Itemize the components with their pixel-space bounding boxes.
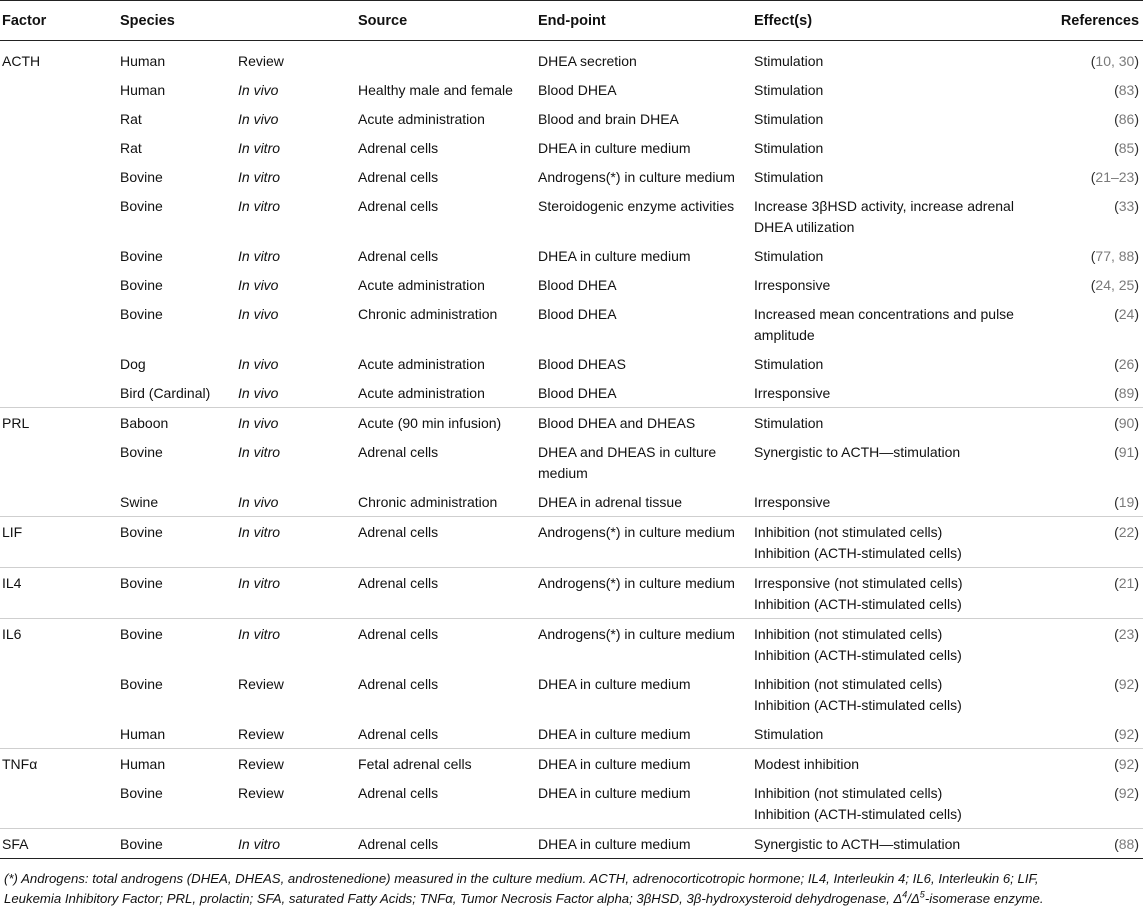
- table-row: [0, 719, 1143, 749]
- cell-species: Human: [120, 53, 166, 69]
- cell-species: Bovine: [120, 517, 238, 568]
- cell-effects: [754, 778, 1044, 829]
- ref-close-paren: ): [1134, 444, 1140, 460]
- ref-open-paren: (: [1114, 626, 1119, 642]
- cell-study-type: Review: [238, 53, 284, 69]
- cell-references: [1044, 778, 1143, 829]
- cell-references: [1044, 191, 1143, 241]
- cell-species: Bovine: [120, 277, 163, 293]
- reference-link[interactable]: 90: [1118, 415, 1135, 431]
- cell-references: [1044, 41, 1143, 76]
- ref-open-paren: (: [1090, 169, 1096, 185]
- ref-open-paren: (: [1114, 82, 1119, 98]
- cell-references: [1044, 669, 1143, 719]
- cell-study-type: In vitro: [238, 568, 358, 619]
- effects-line: Inhibition (ACTH-stimulated cells): [754, 647, 962, 663]
- cell-references: [1044, 749, 1143, 779]
- cell-source: Adrenal cells: [358, 248, 439, 264]
- cell-endpoint: Blood DHEAS: [538, 356, 626, 372]
- cell-study-type: In vivo: [238, 494, 279, 510]
- footnote-sup-2: 5: [919, 889, 925, 900]
- cell-effects: Stimulation: [754, 726, 824, 742]
- cell-references: [1044, 408, 1143, 438]
- cell-references: [1044, 829, 1143, 859]
- cell-endpoint: Blood DHEA: [538, 82, 617, 98]
- effects-line: Inhibition (ACTH-stimulated cells): [754, 697, 962, 713]
- cell-species: Bovine: [120, 248, 163, 264]
- cell-effects: Irresponsive: [754, 277, 831, 293]
- cell-species: Swine: [120, 494, 159, 510]
- cell-effects: Stimulation: [754, 248, 824, 264]
- reference-link[interactable]: 92: [1118, 785, 1135, 801]
- header-factor: Factor: [0, 1, 120, 41]
- ref-open-paren: (: [1090, 277, 1096, 293]
- ref-open-paren: (: [1114, 111, 1119, 127]
- cell-species: Bovine: [120, 568, 238, 619]
- table-row: [0, 487, 1143, 517]
- cell-factor: PRL: [0, 408, 120, 438]
- ref-open-paren: (: [1114, 306, 1119, 322]
- effects-line: Inhibition (ACTH-stimulated cells): [754, 806, 962, 822]
- ref-close-paren: ): [1134, 494, 1140, 510]
- ref-close-paren: ): [1134, 524, 1140, 540]
- footnote-line-1: (*) Androgens: total androgens (DHEA, DHEAS, androstenedione) measured in the culture medium. ACTH, adrenocorticotropic hormone; IL4, Interleukin 4; IL6, Interleukin 6; LIF,: [4, 871, 1039, 886]
- cell-source: Adrenal cells: [358, 568, 538, 619]
- cell-source: Acute administration: [358, 385, 485, 401]
- reference-link[interactable]: 83: [1118, 82, 1135, 98]
- cell-study-type: Review: [238, 676, 284, 692]
- cell-species: Bird (Cardinal): [120, 385, 211, 401]
- cell-source: Acute administration: [358, 111, 485, 127]
- ref-close-paren: ): [1134, 385, 1140, 401]
- table-row: [0, 378, 1143, 408]
- cell-species: Rat: [120, 140, 142, 156]
- cell-references: [1044, 487, 1143, 517]
- cell-source: Adrenal cells: [358, 676, 439, 692]
- cell-endpoint: DHEA in culture medium: [538, 785, 691, 801]
- cell-source: Healthy male and female: [358, 82, 513, 98]
- effects-line: Inhibition (not stimulated cells): [754, 785, 943, 801]
- header-row: [0, 1, 1143, 41]
- table-row: [0, 829, 1143, 859]
- cell-effects: Synergistic to ACTH—stimulation: [754, 829, 1044, 859]
- ref-open-paren: (: [1114, 785, 1119, 801]
- ref-close-paren: ): [1134, 626, 1140, 642]
- cell-endpoint: Blood DHEA: [538, 306, 617, 322]
- cell-effects: Increased mean concentrations and pulse amplitude: [754, 306, 1014, 343]
- reference-link[interactable]: 92: [1118, 726, 1135, 742]
- cell-species: Human: [120, 749, 238, 779]
- cell-study-type: In vivo: [238, 408, 358, 438]
- cell-study-type: In vitro: [238, 198, 281, 214]
- cell-endpoint: Steroidogenic enzyme activities: [538, 198, 735, 214]
- reference-link[interactable]: 22: [1118, 524, 1135, 540]
- cell-effects: Stimulation: [754, 169, 824, 185]
- reference-link[interactable]: 91: [1118, 444, 1135, 460]
- effects-line: Inhibition (not stimulated cells): [754, 676, 943, 692]
- cell-references: [1044, 378, 1143, 408]
- reference-link[interactable]: 26: [1118, 356, 1135, 372]
- cell-factor: IL4: [0, 568, 120, 619]
- footnote-mid: /Δ: [907, 891, 920, 906]
- cell-factor: [0, 487, 120, 517]
- cell-endpoint: Androgens(*) in culture medium: [538, 517, 754, 568]
- cell-study-type: In vivo: [238, 82, 279, 98]
- header-references: References: [1044, 1, 1143, 41]
- cell-study-type: In vitro: [238, 169, 281, 185]
- cell-study-type: In vitro: [238, 140, 281, 156]
- ref-open-paren: (: [1114, 575, 1119, 591]
- header-endpoint: End-point: [538, 1, 754, 41]
- ref-close-paren: ): [1134, 836, 1140, 852]
- cell-factor: TNFα: [0, 749, 120, 779]
- cell-endpoint: Androgens(*) in culture medium: [538, 619, 754, 670]
- cell-source: Adrenal cells: [358, 169, 439, 185]
- ref-close-paren: ): [1134, 111, 1140, 127]
- table-body: [0, 41, 1143, 859]
- ref-open-paren: (: [1114, 676, 1119, 692]
- footnote-line-2-suffix: -isomerase enzyme.: [924, 891, 1044, 906]
- ref-close-paren: ): [1134, 676, 1140, 692]
- effects-line: Inhibition (not stimulated cells): [754, 626, 943, 642]
- cell-endpoint: Blood and brain DHEA: [538, 111, 679, 127]
- cell-study-type: Review: [238, 749, 358, 779]
- table-row: [0, 619, 1143, 670]
- cell-species: Bovine: [120, 198, 163, 214]
- cell-references: [1044, 437, 1143, 487]
- cell-source: [358, 41, 538, 76]
- cell-study-type: In vivo: [238, 277, 279, 293]
- cell-effects: Stimulation: [754, 111, 824, 127]
- ref-open-paren: (: [1114, 444, 1119, 460]
- ref-open-paren: (: [1090, 248, 1096, 264]
- table-row: [0, 749, 1143, 779]
- cell-factor: [0, 162, 120, 191]
- cell-references: [1044, 270, 1143, 299]
- cell-effects: Irresponsive: [754, 494, 831, 510]
- ref-open-paren: (: [1114, 140, 1119, 156]
- ref-close-paren: ): [1134, 756, 1140, 772]
- cell-study-type: In vivo: [238, 111, 279, 127]
- reference-link[interactable]: 21–23: [1095, 169, 1135, 185]
- cell-study-type: In vivo: [238, 385, 279, 401]
- cell-endpoint: DHEA and DHEAS in culture medium: [538, 444, 717, 481]
- ref-close-paren: ): [1134, 785, 1140, 801]
- ref-open-paren: (: [1114, 415, 1119, 431]
- ref-close-paren: ): [1134, 169, 1140, 185]
- cell-endpoint: Blood DHEA: [538, 277, 617, 293]
- cell-factor: [0, 75, 120, 104]
- cell-source: Adrenal cells: [358, 444, 439, 460]
- cell-source: Adrenal cells: [358, 829, 538, 859]
- reference-link[interactable]: 24, 25: [1095, 277, 1135, 293]
- table-row: [0, 408, 1143, 438]
- ref-open-paren: (: [1114, 356, 1119, 372]
- cell-factor: [0, 719, 120, 749]
- ref-open-paren: (: [1114, 726, 1119, 742]
- ref-close-paren: ): [1134, 198, 1140, 214]
- reference-link[interactable]: 85: [1118, 140, 1135, 156]
- cell-factor: ACTH: [2, 53, 41, 69]
- cell-source: Chronic administration: [358, 494, 498, 510]
- cell-factor: [0, 299, 120, 349]
- reference-link[interactable]: 19: [1118, 494, 1135, 510]
- reference-link[interactable]: 23: [1118, 626, 1135, 642]
- cell-study-type: In vivo: [238, 356, 279, 372]
- ref-close-paren: ): [1134, 277, 1140, 293]
- cell-source: Adrenal cells: [358, 517, 538, 568]
- cell-species: Rat: [120, 111, 142, 127]
- cell-study-type: In vitro: [238, 248, 281, 264]
- ref-open-paren: (: [1114, 756, 1119, 772]
- footnote-line-2-prefix: Leukemia Inhibitory Factor; PRL, prolactin; SFA, saturated Fatty Acids; TNFα, Tumor Necrosis Factor alpha; 3βHSD, 3β-hydroxysteroid dehydrogenase, Δ: [4, 891, 903, 906]
- cell-study-type: In vitro: [238, 444, 281, 460]
- cell-species: Bovine: [120, 306, 163, 322]
- reference-link[interactable]: 92: [1118, 676, 1135, 692]
- cell-effects: Stimulation: [754, 53, 824, 69]
- ref-open-paren: (: [1114, 836, 1119, 852]
- table-row: [0, 270, 1143, 299]
- cell-references: [1044, 568, 1143, 619]
- cell-endpoint: DHEA in culture medium: [538, 140, 691, 156]
- ref-open-paren: (: [1090, 53, 1096, 69]
- cell-study-type: Review: [238, 785, 284, 801]
- cell-effects: Stimulation: [754, 82, 824, 98]
- cell-factor: IL6: [0, 619, 120, 670]
- cell-factor: SFA: [0, 829, 120, 859]
- table-row: [0, 133, 1143, 162]
- reference-link[interactable]: 33: [1118, 198, 1135, 214]
- cell-factor: [0, 378, 120, 408]
- cell-references: [1044, 133, 1143, 162]
- cell-endpoint: DHEA in culture medium: [538, 676, 691, 692]
- cell-endpoint: Androgens(*) in culture medium: [538, 169, 735, 185]
- cell-species: Bovine: [120, 676, 163, 692]
- cell-species: Bovine: [120, 619, 238, 670]
- cell-study-type: In vitro: [238, 517, 358, 568]
- cell-references: [1044, 104, 1143, 133]
- cell-factor: [0, 241, 120, 270]
- table-row: [0, 41, 1143, 76]
- cell-endpoint: DHEA in culture medium: [538, 248, 691, 264]
- table-row: [0, 517, 1143, 568]
- cell-endpoint: DHEA in culture medium: [538, 726, 691, 742]
- cell-source: Adrenal cells: [358, 140, 439, 156]
- table-row: [0, 191, 1143, 241]
- cell-source: Acute (90 min infusion): [358, 408, 538, 438]
- cell-species: Human: [120, 726, 166, 742]
- cell-factor: [0, 669, 120, 719]
- cell-references: [1044, 299, 1143, 349]
- reference-link[interactable]: 88: [1118, 836, 1135, 852]
- ref-close-paren: ): [1134, 356, 1140, 372]
- cell-effects: Synergistic to ACTH—stimulation: [754, 444, 961, 460]
- cell-source: Fetal adrenal cells: [358, 749, 538, 779]
- cell-factor: [0, 191, 120, 241]
- cell-endpoint: DHEA secretion: [538, 53, 637, 69]
- cell-study-type: In vitro: [238, 619, 358, 670]
- reference-link[interactable]: 86: [1118, 111, 1135, 127]
- ref-open-paren: (: [1114, 385, 1119, 401]
- header-effects: Effect(s): [754, 1, 1044, 41]
- cell-references: [1044, 619, 1143, 670]
- table-row: [0, 299, 1143, 349]
- cell-endpoint: Androgens(*) in culture medium: [538, 568, 754, 619]
- cell-species: Bovine: [120, 785, 163, 801]
- header-species: Species: [120, 1, 358, 41]
- cell-factor: [0, 349, 120, 378]
- reference-link[interactable]: 24: [1118, 306, 1135, 322]
- cell-species: Bovine: [120, 444, 163, 460]
- cell-references: [1044, 241, 1143, 270]
- cell-study-type: In vitro: [238, 829, 358, 859]
- footnote-sup-1: 4: [902, 889, 908, 900]
- table-row: [0, 669, 1143, 719]
- cell-effects: Increase 3βHSD activity, increase adrenal DHEA utilization: [754, 198, 1014, 235]
- table-row: [0, 568, 1143, 619]
- cell-species: Baboon: [120, 408, 238, 438]
- cell-references: [1044, 162, 1143, 191]
- cell-factor: [0, 778, 120, 829]
- cell-references: [1044, 75, 1143, 104]
- cell-effects: [754, 669, 1044, 719]
- table-row: [0, 162, 1143, 191]
- cell-effects: Irresponsive: [754, 385, 831, 401]
- cell-effects: [754, 517, 1044, 568]
- cell-effects: [754, 568, 1044, 619]
- effects-line: Inhibition (ACTH-stimulated cells): [754, 545, 962, 561]
- cell-study-type: In vivo: [238, 306, 279, 322]
- reference-link[interactable]: 77, 88: [1095, 248, 1135, 264]
- ref-open-paren: (: [1114, 198, 1119, 214]
- cell-study-type: Review: [238, 726, 284, 742]
- ref-close-paren: ): [1134, 248, 1140, 264]
- effects-line: Inhibition (not stimulated cells): [754, 524, 943, 540]
- footnote-line-2: [4, 889, 1139, 909]
- cell-endpoint: DHEA in adrenal tissue: [538, 494, 682, 510]
- cell-source: Acute administration: [358, 277, 485, 293]
- cell-effects: Modest inhibition: [754, 749, 1044, 779]
- cell-endpoint: DHEA in culture medium: [538, 829, 754, 859]
- table-row: [0, 437, 1143, 487]
- cell-factor: LIF: [0, 517, 120, 568]
- table-footnote: [0, 858, 1143, 909]
- cell-endpoint: Blood DHEA: [538, 385, 617, 401]
- cell-source: Chronic administration: [358, 306, 498, 322]
- effects-line: Irresponsive (not stimulated cells): [754, 575, 963, 591]
- ref-close-paren: ): [1134, 140, 1140, 156]
- effects-line: Inhibition (ACTH-stimulated cells): [754, 596, 962, 612]
- cell-references: [1044, 517, 1143, 568]
- cell-effects: Stimulation: [754, 408, 1044, 438]
- cell-source: Acute administration: [358, 356, 485, 372]
- header-source: Source: [358, 1, 538, 41]
- cell-source: Adrenal cells: [358, 198, 439, 214]
- cell-source: Adrenal cells: [358, 785, 439, 801]
- cell-source: Adrenal cells: [358, 619, 538, 670]
- reference-link[interactable]: 89: [1118, 385, 1135, 401]
- cell-factor: [0, 133, 120, 162]
- ref-close-paren: ): [1134, 726, 1140, 742]
- cell-effects: Stimulation: [754, 140, 824, 156]
- ref-close-paren: ): [1134, 306, 1140, 322]
- cell-references: [1044, 349, 1143, 378]
- ref-close-paren: ): [1134, 82, 1140, 98]
- cell-endpoint: Blood DHEA and DHEAS: [538, 408, 754, 438]
- ref-open-paren: (: [1114, 524, 1119, 540]
- ref-close-paren: ): [1134, 415, 1140, 431]
- cell-species: Bovine: [120, 169, 163, 185]
- table-row: [0, 75, 1143, 104]
- reference-link[interactable]: 21: [1118, 575, 1135, 591]
- table-row: [0, 349, 1143, 378]
- reference-link[interactable]: 10, 30: [1095, 53, 1135, 69]
- cell-factor: [0, 104, 120, 133]
- cell-species: Bovine: [120, 829, 238, 859]
- table-row: [0, 241, 1143, 270]
- cell-source: Adrenal cells: [358, 726, 439, 742]
- cell-effects: Stimulation: [754, 356, 824, 372]
- cell-references: [1044, 719, 1143, 749]
- table-row: [0, 104, 1143, 133]
- cell-species: Human: [120, 82, 166, 98]
- table-row: [0, 778, 1143, 829]
- cell-endpoint: DHEA in culture medium: [538, 749, 754, 779]
- ref-close-paren: ): [1134, 575, 1140, 591]
- cell-factor: [0, 437, 120, 487]
- ref-open-paren: (: [1114, 494, 1119, 510]
- ref-close-paren: ): [1134, 53, 1140, 69]
- cell-species: Dog: [120, 356, 146, 372]
- reference-link[interactable]: 92: [1118, 756, 1135, 772]
- cell-factor: [0, 270, 120, 299]
- cell-effects: [754, 619, 1044, 670]
